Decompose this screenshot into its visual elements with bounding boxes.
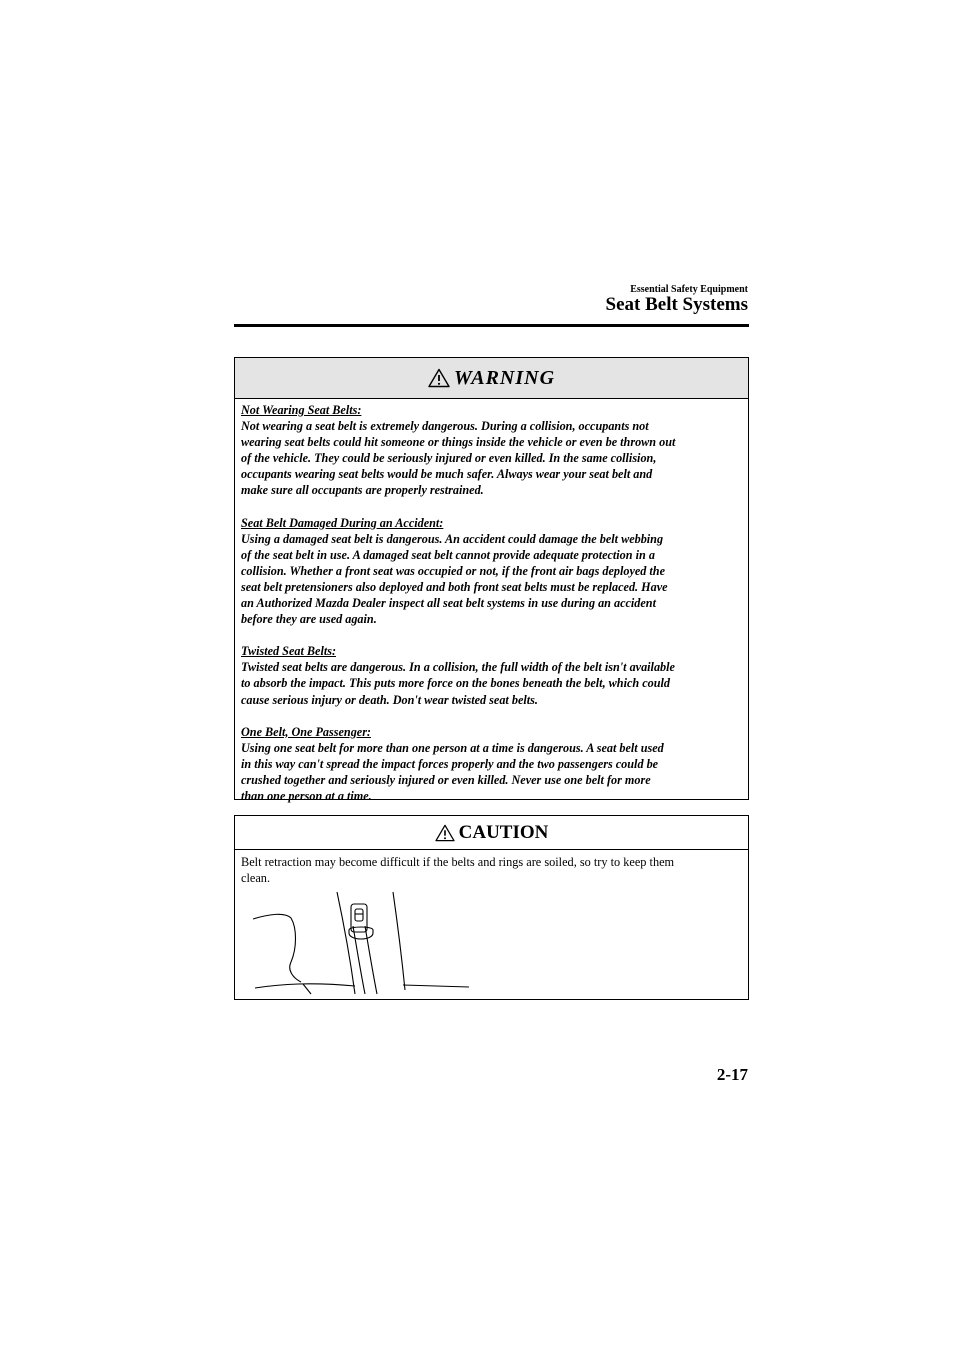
warning-block-title: Seat Belt Damaged During an Accident: [241,515,444,530]
warning-header [235,358,748,399]
seat-corner [303,984,311,994]
text-line: seat belt pretensioners also deployed and both front seat belts must be replaced. Have [241,579,668,594]
warning-block-not-wearing [241,402,742,499]
caution-label: CAUTION [458,821,549,843]
text-line: Using a damaged seat belt is dangerous. An accident could damage the belt webbing [241,531,664,546]
warning-block-one-belt [241,724,742,804]
text-line: make sure all occupants are properly restrained. [241,483,484,498]
text-line: of the vehicle. They could be seriously injured or even killed. In the same collision, [241,451,657,466]
text-line: Not wearing a seat belt is extremely dangerous. During a collision, occupants not [241,419,649,434]
text-line: collision. Whether a front seat was occupied or not, if the front air bags deployed the [241,563,665,578]
warning-triangle-icon [428,368,450,388]
seat-belt-illustration [251,890,491,996]
text-line: of the seat belt in use. A damaged seat belt cannot provide adequate protection in a [241,547,655,562]
belt-left [353,926,365,994]
text-line: clean. [241,871,271,885]
text-line: crushed together and seriously injured or even killed. Never use one belt for more [241,772,651,787]
text-line: in this way can't spread the impact forces properly and the two passengers could be [241,756,659,771]
text-line: to absorb the impact. This puts more force on the bones beneath the belt, which could [241,676,670,691]
text-line: occupants wearing seat belts would be much safer. Always wear your seat belt and [241,467,653,482]
text-line: an Authorized Mazda Dealer inspect all seat belt systems in use during an accident [241,596,656,611]
text-line: cause serious injury or death. Don't wear twisted seat belts. [241,692,538,707]
text-line: Twisted seat belts are dangerous. In a collision, the full width of the belt isn't available [241,660,675,675]
floor-line [403,985,469,987]
pillar-edge-left [337,892,355,994]
belt-ring [349,927,373,939]
section-heading: Essential Safety Equipment [630,284,748,295]
caution-box [234,815,749,1000]
warning-block-title: Twisted Seat Belts: [241,644,337,659]
warning-label: WARNING [453,366,556,389]
warning-box [234,357,749,803]
warning-block-title: Not Wearing Seat Belts: [241,403,362,417]
pillar-edge-right [393,892,405,990]
caution-header [235,816,748,850]
text-line: than one person at a time. [241,788,372,803]
page-number: 2-17 [716,1065,748,1084]
text-line: Belt retraction may become difficult if the belts and rings are soiled, so try to keep them [241,855,675,869]
warning-block-damaged [241,515,742,628]
header-divider [234,324,749,327]
text-line: Using one seat belt for more than one person at a time is dangerous. A seat belt used [241,740,664,755]
warning-triangle-icon [435,824,455,842]
warning-body [235,399,748,804]
caution-body [235,850,748,886]
text-line: wearing seat belts could hit someone or things inside the vehicle or even be thrown out [241,435,676,450]
warning-block-twisted [241,643,742,707]
seat-outline [253,914,301,982]
text-line: before they are used again. [241,612,377,627]
warning-block-title: One Belt, One Passenger: [241,724,371,739]
anchor-inner [355,909,363,921]
page-title: Seat Belt Systems [605,294,748,315]
